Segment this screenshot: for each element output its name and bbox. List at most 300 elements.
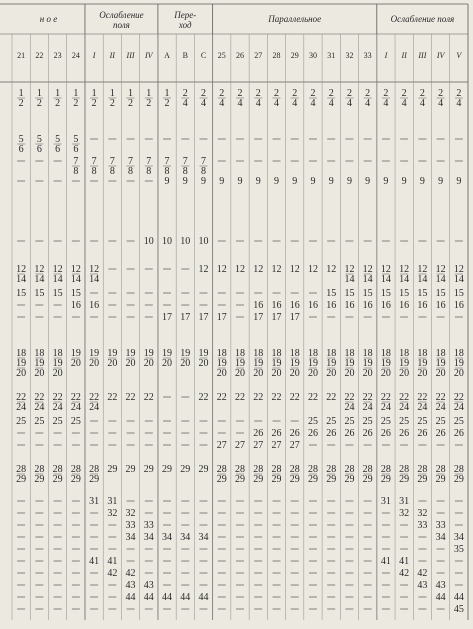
cell-value: 22: [235, 392, 245, 403]
column-header: 21: [17, 51, 26, 60]
cell-value: 19: [417, 358, 428, 369]
cell-value: 19: [216, 358, 227, 369]
column-group-label: Ослабление: [99, 10, 144, 20]
column-header: C: [200, 51, 207, 60]
cell-value: 22: [271, 392, 282, 403]
cell-value: 22: [453, 392, 464, 403]
column-header: 25: [217, 51, 226, 60]
cell-value: 4: [346, 98, 352, 109]
cell-value: 5: [73, 134, 79, 145]
cell-value: 8: [128, 166, 134, 177]
cell-value: 44: [453, 592, 464, 603]
cell-value: 22: [70, 392, 81, 403]
cell-value: 33: [125, 520, 136, 531]
cell-value: 6: [73, 144, 79, 155]
cell-value: 28: [417, 464, 428, 475]
cell-value: 27: [271, 440, 282, 451]
cell-value: 18: [380, 348, 391, 359]
cell-value: 14: [70, 274, 81, 285]
cell-value: 1: [164, 88, 170, 99]
cell-value: 8: [201, 166, 207, 177]
cell-value: 12: [380, 264, 391, 275]
cell-value: 4: [201, 98, 207, 109]
cell-value: 31: [107, 496, 118, 507]
cell-value: 19: [307, 358, 318, 369]
cell-value: 2: [273, 88, 279, 99]
cell-value: 28: [271, 464, 282, 475]
cell-value: 24: [52, 402, 63, 413]
cell-value: 22: [399, 392, 410, 403]
cell-value: 8: [91, 166, 97, 177]
cell-value: 9: [383, 176, 389, 187]
cell-value: 7: [164, 156, 170, 167]
cell-value: 25: [34, 416, 45, 427]
cell-value: 18: [216, 348, 227, 359]
cell-value: 19: [34, 358, 45, 369]
cell-value: 15: [34, 288, 45, 299]
cell-value: 19: [70, 348, 81, 359]
cell-value: 22: [362, 392, 373, 403]
cell-value: 42: [417, 568, 428, 579]
cell-value: 19: [362, 358, 373, 369]
cell-value: 25: [435, 416, 446, 427]
cell-value: 26: [253, 428, 264, 439]
cell-value: 5: [36, 134, 42, 145]
cell-value: 26: [380, 428, 391, 439]
cell-value: 24: [453, 402, 464, 413]
cell-value: 12: [216, 264, 227, 275]
cell-value: 32: [417, 508, 428, 519]
cell-value: 9: [182, 176, 188, 187]
cell-value: 22: [435, 392, 446, 403]
cell-value: 29: [216, 474, 227, 485]
cell-value: 33: [143, 520, 154, 531]
cell-value: 22: [125, 392, 136, 403]
cell-value: 1: [73, 88, 79, 99]
cell-value: 12: [289, 264, 300, 275]
cell-value: 2: [109, 98, 115, 109]
cell-value: 9: [292, 176, 298, 187]
cell-value: 15: [16, 288, 27, 299]
cell-value: 20: [453, 368, 464, 379]
cell-value: 20: [435, 368, 446, 379]
cell-value: 16: [89, 300, 100, 311]
cell-value: 15: [52, 288, 63, 299]
cell-value: 26: [326, 428, 337, 439]
cell-value: 20: [344, 368, 355, 379]
column-header: V: [456, 51, 462, 60]
cell-value: 28: [16, 464, 27, 475]
cell-value: 18: [399, 348, 410, 359]
column-group-label: Параллельное: [268, 14, 322, 24]
cell-value: 25: [326, 416, 337, 427]
cell-value: 34: [198, 532, 209, 543]
cell-value: 29: [307, 474, 318, 485]
cell-value: 2: [219, 88, 225, 99]
cell-value: 6: [55, 144, 61, 155]
cell-value: 41: [399, 556, 410, 567]
cell-value: 20: [289, 368, 300, 379]
cell-value: 29: [16, 474, 27, 485]
cell-value: 4: [219, 98, 225, 109]
cell-value: 14: [453, 274, 464, 285]
cell-value: 4: [255, 98, 261, 109]
column-header: II: [401, 51, 407, 60]
cell-value: 34: [453, 532, 464, 543]
cell-value: 14: [435, 274, 446, 285]
cell-value: 12: [453, 264, 464, 275]
cell-value: 14: [344, 274, 355, 285]
cell-value: 19: [271, 358, 282, 369]
cell-value: 20: [143, 358, 154, 369]
cell-value: 20: [125, 358, 136, 369]
cell-value: 12: [16, 264, 27, 275]
cell-value: 2: [128, 98, 134, 109]
cell-value: 15: [435, 288, 446, 299]
cell-value: 2: [365, 88, 371, 99]
cell-value: 12: [307, 264, 318, 275]
cell-value: 18: [253, 348, 264, 359]
cell-value: 22: [216, 392, 227, 403]
cell-value: 7: [91, 156, 97, 167]
cell-value: 4: [401, 98, 407, 109]
cell-value: 2: [456, 88, 462, 99]
cell-value: 18: [453, 348, 464, 359]
cell-value: 16: [289, 300, 300, 311]
cell-value: 9: [328, 176, 334, 187]
cell-value: 14: [89, 274, 100, 285]
cell-value: 18: [16, 348, 27, 359]
cell-value: 20: [399, 368, 410, 379]
cell-value: 44: [125, 592, 136, 603]
cell-value: 33: [435, 520, 446, 531]
cell-value: 28: [235, 464, 245, 475]
cell-value: 45: [453, 604, 464, 615]
column-header: 26: [236, 51, 244, 60]
cell-value: 15: [417, 288, 428, 299]
cell-value: 41: [107, 556, 118, 567]
cell-value: 14: [362, 274, 373, 285]
cell-value: 26: [344, 428, 355, 439]
cell-value: 18: [326, 348, 337, 359]
cell-value: 5: [18, 134, 24, 145]
cell-value: 44: [180, 592, 191, 603]
cell-value: 7: [128, 156, 134, 167]
cell-value: 8: [182, 166, 188, 177]
column-header: 27: [254, 51, 263, 60]
cell-value: 2: [328, 88, 334, 99]
column-header: 22: [35, 51, 44, 60]
cell-value: 19: [198, 348, 209, 359]
cell-value: 1: [91, 88, 97, 99]
cell-value: 18: [271, 348, 282, 359]
cell-value: 20: [235, 368, 245, 379]
cell-value: 20: [253, 368, 264, 379]
cell-value: 34: [180, 532, 191, 543]
cell-value: 29: [235, 474, 245, 485]
cell-value: 4: [237, 98, 243, 109]
cell-value: 7: [146, 156, 152, 167]
cell-value: 22: [107, 392, 118, 403]
cell-value: 2: [55, 98, 61, 109]
cell-value: 28: [399, 464, 410, 475]
column-group-label: Пере-: [174, 10, 197, 20]
cell-value: 22: [143, 392, 154, 403]
cell-value: 20: [34, 368, 45, 379]
cell-value: 8: [109, 166, 115, 177]
cell-value: 19: [125, 348, 136, 359]
cell-value: 27: [216, 440, 227, 451]
cell-value: 28: [326, 464, 337, 475]
cell-value: 16: [326, 300, 337, 311]
cell-value: 42: [399, 568, 410, 579]
cell-value: 2: [438, 88, 444, 99]
cell-value: 20: [162, 358, 173, 369]
cell-value: 12: [344, 264, 355, 275]
cell-value: 25: [362, 416, 373, 427]
cell-value: 16: [399, 300, 410, 311]
cell-value: 12: [435, 264, 446, 275]
cell-value: 9: [219, 176, 225, 187]
cell-value: 4: [273, 98, 279, 109]
cell-value: 14: [399, 274, 410, 285]
cell-value: 10: [143, 236, 154, 247]
cell-value: 17: [289, 312, 300, 323]
cell-value: 20: [52, 368, 63, 379]
cell-value: 9: [456, 176, 462, 187]
cell-value: 29: [289, 474, 300, 485]
cell-value: 27: [289, 440, 300, 451]
cell-value: 34: [435, 532, 446, 543]
cell-value: 20: [271, 368, 282, 379]
cell-value: 10: [180, 236, 191, 247]
cell-value: 2: [73, 98, 79, 109]
column-header: III: [418, 51, 427, 60]
cell-value: 15: [326, 288, 337, 299]
cell-value: 19: [253, 358, 264, 369]
cell-value: 34: [143, 532, 154, 543]
cell-value: 19: [326, 358, 337, 369]
cell-value: 32: [107, 508, 118, 519]
cell-value: 17: [198, 312, 209, 323]
column-group-label: Ослабление поля: [390, 14, 455, 24]
cell-value: 22: [253, 392, 264, 403]
cell-value: 9: [419, 176, 425, 187]
cell-value: 29: [362, 474, 373, 485]
cell-value: 29: [271, 474, 282, 485]
cell-value: 18: [34, 348, 45, 359]
cell-value: 26: [399, 428, 410, 439]
cell-value: 43: [435, 580, 446, 591]
cell-value: 25: [453, 416, 464, 427]
cell-value: 26: [453, 428, 464, 439]
cell-value: 2: [383, 88, 389, 99]
cell-value: 29: [253, 474, 264, 485]
cell-value: 20: [216, 368, 227, 379]
column-header: II: [109, 51, 115, 60]
cell-value: 22: [417, 392, 428, 403]
cell-value: 25: [417, 416, 428, 427]
cell-value: 28: [307, 464, 318, 475]
column-header: 33: [363, 51, 372, 60]
cell-value: 22: [289, 392, 300, 403]
cell-value: 28: [253, 464, 264, 475]
column-group-label: ход: [178, 20, 192, 30]
cell-value: 18: [344, 348, 355, 359]
cell-value: 28: [380, 464, 391, 475]
cell-value: 12: [34, 264, 45, 275]
cell-value: 29: [198, 464, 209, 475]
cell-value: 12: [235, 264, 245, 275]
cell-value: 24: [362, 402, 373, 413]
cell-value: 35: [453, 544, 464, 555]
cell-value: 15: [70, 288, 81, 299]
cell-value: 44: [162, 592, 173, 603]
cell-value: 41: [89, 556, 100, 567]
cell-value: 12: [271, 264, 282, 275]
cell-value: 43: [143, 580, 154, 591]
cell-value: 2: [419, 88, 425, 99]
cell-value: 20: [417, 368, 428, 379]
cell-value: 28: [362, 464, 373, 475]
cell-value: 9: [237, 176, 243, 187]
cell-value: 19: [89, 348, 100, 359]
cell-value: 22: [326, 392, 337, 403]
cell-value: 2: [346, 88, 352, 99]
cell-value: 20: [326, 368, 337, 379]
cell-value: 29: [89, 474, 100, 485]
cell-value: 22: [198, 392, 209, 403]
cell-value: 28: [34, 464, 45, 475]
cell-value: 25: [16, 416, 27, 427]
cell-value: 33: [417, 520, 428, 531]
cell-value: 20: [362, 368, 373, 379]
cell-value: 19: [143, 348, 154, 359]
cell-value: 1: [55, 88, 61, 99]
cell-value: 44: [143, 592, 154, 603]
cell-value: 31: [399, 496, 410, 507]
cell-value: 24: [380, 402, 391, 413]
cell-value: 16: [417, 300, 428, 311]
cell-value: 9: [438, 176, 444, 187]
cell-value: 28: [52, 464, 63, 475]
cell-value: 5: [55, 134, 61, 145]
column-header: B: [182, 51, 188, 60]
cell-value: 2: [91, 98, 97, 109]
cell-value: 25: [399, 416, 410, 427]
cell-value: 20: [307, 368, 318, 379]
cell-value: 12: [417, 264, 428, 275]
cell-value: 29: [180, 464, 191, 475]
cell-value: 4: [292, 98, 298, 109]
cell-value: 29: [417, 474, 428, 485]
cell-value: 41: [380, 556, 391, 567]
cell-value: 24: [34, 402, 45, 413]
cell-value: 29: [143, 464, 154, 475]
cell-value: 25: [344, 416, 355, 427]
cell-value: 27: [253, 440, 264, 451]
cell-value: 12: [326, 264, 337, 275]
cell-value: 44: [435, 592, 446, 603]
column-header: I: [384, 51, 388, 60]
cell-value: 2: [18, 98, 24, 109]
column-header: I: [92, 51, 96, 60]
cell-value: 16: [70, 300, 81, 311]
cell-value: 44: [198, 592, 209, 603]
cell-value: 18: [52, 348, 63, 359]
cell-value: 29: [70, 474, 81, 485]
cell-value: 19: [453, 358, 464, 369]
cell-value: 9: [164, 176, 170, 187]
cell-value: 2: [237, 88, 243, 99]
cell-value: 10: [162, 236, 173, 247]
cell-value: 22: [16, 392, 27, 403]
cell-value: 29: [326, 474, 337, 485]
cell-value: 26: [289, 428, 300, 439]
cell-value: 29: [52, 474, 63, 485]
cell-value: 4: [456, 98, 462, 109]
cell-value: 22: [307, 392, 318, 403]
column-group-label: поля: [112, 20, 130, 30]
cell-value: 16: [453, 300, 464, 311]
cell-value: 2: [310, 88, 316, 99]
cell-value: 43: [417, 580, 428, 591]
cell-value: 24: [89, 402, 100, 413]
cell-value: 18: [435, 348, 446, 359]
cell-value: 1: [128, 88, 134, 99]
cell-value: 42: [125, 568, 136, 579]
cell-value: 6: [36, 144, 42, 155]
cell-value: 1: [109, 88, 115, 99]
cell-value: 19: [162, 348, 173, 359]
column-group-label: н о е: [39, 14, 58, 24]
cell-value: 4: [383, 98, 389, 109]
cell-value: 14: [52, 274, 63, 285]
cell-value: 22: [344, 392, 355, 403]
cell-value: 31: [89, 496, 100, 507]
cell-value: 19: [289, 358, 300, 369]
cell-value: 42: [107, 568, 118, 579]
cell-value: 26: [417, 428, 428, 439]
cell-value: 9: [401, 176, 407, 187]
cell-value: 7: [109, 156, 115, 167]
cell-value: 4: [365, 98, 371, 109]
cell-value: 20: [89, 358, 100, 369]
cell-value: 6: [18, 144, 24, 155]
cell-value: 19: [107, 348, 118, 359]
cell-value: 20: [16, 368, 27, 379]
cell-value: 22: [52, 392, 63, 403]
cell-value: 10: [198, 236, 209, 247]
cell-value: 2: [164, 98, 170, 109]
cell-value: 8: [146, 166, 152, 177]
cell-value: 16: [362, 300, 373, 311]
cell-value: 14: [380, 274, 391, 285]
cell-value: 22: [34, 392, 45, 403]
cell-value: 16: [253, 300, 264, 311]
cell-value: 29: [125, 464, 136, 475]
cell-value: 9: [310, 176, 316, 187]
cell-value: 24: [16, 402, 27, 413]
column-header: 23: [53, 51, 62, 60]
column-header: 28: [272, 51, 281, 60]
cell-value: 34: [125, 532, 136, 543]
cell-value: 16: [380, 300, 391, 311]
cell-value: 4: [419, 98, 425, 109]
cell-value: 28: [453, 464, 464, 475]
cell-value: 29: [399, 474, 410, 485]
cell-value: 19: [399, 358, 410, 369]
